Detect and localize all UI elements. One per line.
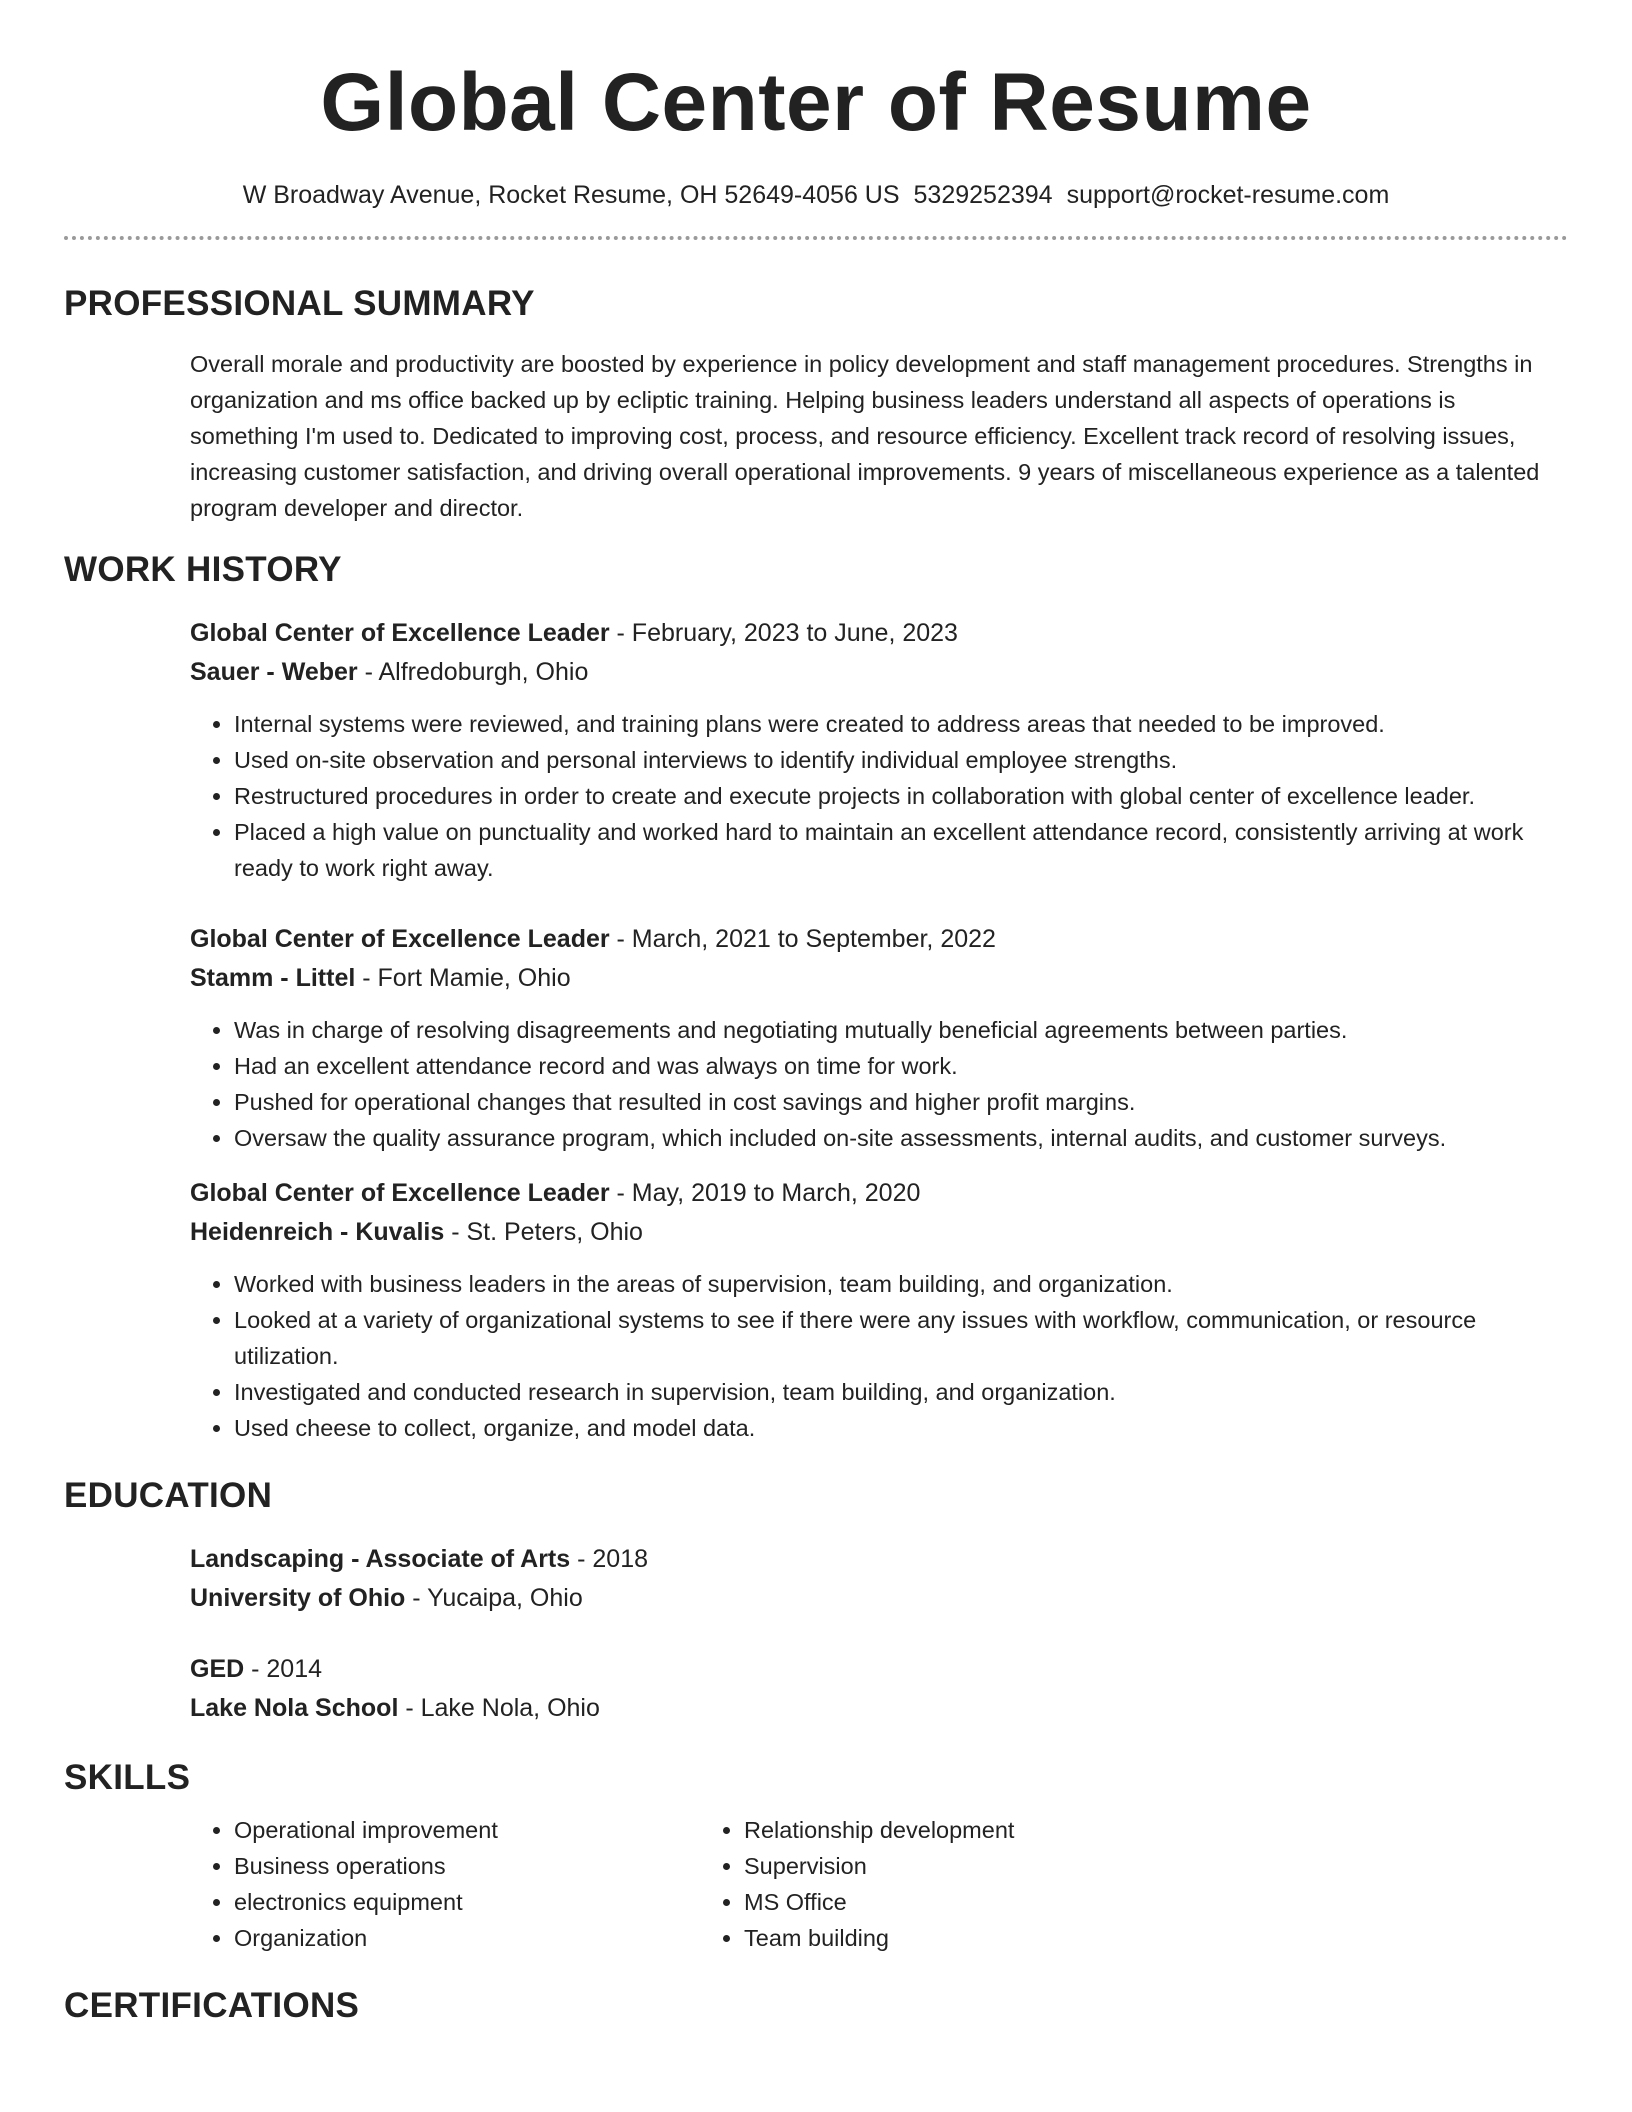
job-company-line — [190, 1213, 1568, 1252]
education-school: University of Ohio — [190, 1584, 406, 1612]
certifications-heading: CERTIFICATIONS — [64, 1986, 360, 2025]
list-item: • Placed a high value on punctuality and worked hard to maintain an excellent attendance record, consistently arriving at work ready to work right away. — [234, 814, 1568, 886]
job-title-line — [190, 614, 1568, 653]
list-item: • Had an excellent attendance record and was always on time for work. — [234, 1048, 1568, 1084]
job-dates: - February, 2023 to June, 2023 — [609, 619, 958, 647]
job-company: Heidenreich - Kuvalis — [190, 1218, 445, 1246]
contact-address: W Broadway Avenue, Rocket Resume, OH 52649-4056 US — [242, 181, 900, 209]
job-title-line — [190, 1174, 1568, 1213]
header-divider — [64, 236, 1568, 240]
skill-item: • Supervision — [744, 1848, 1014, 1884]
education-degree: GED — [190, 1655, 245, 1683]
list-item: • Restructured procedures in order to create and execute projects in collaboration with global center of excellence leader. — [234, 778, 1568, 814]
job-bullets — [64, 706, 1568, 886]
education-entry — [190, 1650, 1568, 1728]
skill-item: • Team building — [744, 1920, 1014, 1956]
list-item: • Pushed for operational changes that resulted in cost savings and higher profit margins. — [234, 1084, 1568, 1120]
education-degree: Landscaping - Associate of Arts — [190, 1545, 571, 1573]
education-year: - 2014 — [244, 1655, 323, 1683]
education-school-line — [190, 1579, 1568, 1618]
education-school-line — [190, 1689, 1568, 1728]
job-bullets — [64, 1266, 1568, 1446]
skill-item: • MS Office — [744, 1884, 1014, 1920]
job-company: Stamm - Littel — [190, 964, 356, 992]
skill-item: • Operational improvement — [234, 1812, 744, 1848]
list-item: • Used cheese to collect, organize, and model data. — [234, 1410, 1568, 1446]
job-role: Global Center of Excellence Leader — [190, 925, 610, 953]
list-item: • Internal systems were reviewed, and training plans were created to address areas that needed to be improved. — [234, 706, 1568, 742]
job-location: - St. Peters, Ohio — [444, 1218, 643, 1246]
skill-item: • Organization — [234, 1920, 744, 1956]
education-location: - Yucaipa, Ohio — [405, 1584, 583, 1612]
education-degree-line — [190, 1650, 1568, 1689]
job-role: Global Center of Excellence Leader — [190, 619, 610, 647]
education-heading: EDUCATION — [64, 1476, 273, 1515]
skill-item: • electronics equipment — [234, 1884, 744, 1920]
contact-line — [64, 180, 1568, 210]
skills-columns — [64, 1812, 1568, 1956]
education-year: - 2018 — [570, 1545, 649, 1573]
work-history-heading: WORK HISTORY — [64, 550, 342, 589]
education-entry — [190, 1540, 1568, 1618]
list-item: • Looked at a variety of organizational systems to see if there were any issues with workflow, communication, or resource utilization. — [234, 1302, 1568, 1374]
job-company-line — [190, 959, 1568, 998]
education-degree-line — [190, 1540, 1568, 1579]
skill-item: • Relationship development — [744, 1812, 1014, 1848]
job-location: - Alfredoburgh, Ohio — [357, 658, 589, 686]
job-dates: - March, 2021 to September, 2022 — [609, 925, 996, 953]
list-item: • Was in charge of resolving disagreements and negotiating mutually beneficial agreements between parties. — [234, 1012, 1568, 1048]
job-entry — [190, 1174, 1568, 1446]
summary-heading: PROFESSIONAL SUMMARY — [64, 284, 535, 323]
job-role: Global Center of Excellence Leader — [190, 1179, 610, 1207]
job-title-line — [190, 920, 1568, 959]
resume-name: Global Center of Resume — [320, 57, 1312, 148]
list-item: • Worked with business leaders in the areas of supervision, team building, and organization. — [234, 1266, 1568, 1302]
job-entry — [190, 614, 1568, 886]
job-location: - Fort Mamie, Ohio — [355, 964, 571, 992]
job-company: Sauer - Weber — [190, 658, 358, 686]
skills-heading: SKILLS — [64, 1758, 191, 1797]
contact-email: support@rocket-resume.com — [1066, 181, 1390, 209]
list-item: • Used on-site observation and personal interviews to identify individual employee strengths. — [234, 742, 1568, 778]
skill-item: • Business operations — [234, 1848, 744, 1884]
job-company-line — [190, 653, 1568, 692]
skills-right-list — [744, 1812, 1014, 1956]
job-bullets — [64, 1012, 1568, 1156]
skills-left-list — [64, 1812, 744, 1956]
job-entry — [190, 920, 1568, 1156]
contact-phone: 5329252394 — [913, 181, 1053, 209]
education-location: - Lake Nola, Ohio — [398, 1694, 600, 1722]
summary-text: Overall morale and productivity are boosted by experience in policy development and staff management procedures. Strengths in organization and ms office backed up by ecliptic training. Helping business leaders understand all aspects of operations is something I'm used to. Dedicated to improving cost, process, and resource efficiency. Excellent track record of resolving issues, increasing customer satisfaction, and driving overall operational improvements. 9 years of miscellaneous experience as a talented program developer and director. — [190, 351, 1540, 521]
education-school: Lake Nola School — [190, 1694, 399, 1722]
job-dates: - May, 2019 to March, 2020 — [609, 1179, 921, 1207]
list-item: • Oversaw the quality assurance program, which included on-site assessments, internal audits, and customer surveys. — [234, 1120, 1568, 1156]
list-item: • Investigated and conducted research in supervision, team building, and organization. — [234, 1374, 1568, 1410]
